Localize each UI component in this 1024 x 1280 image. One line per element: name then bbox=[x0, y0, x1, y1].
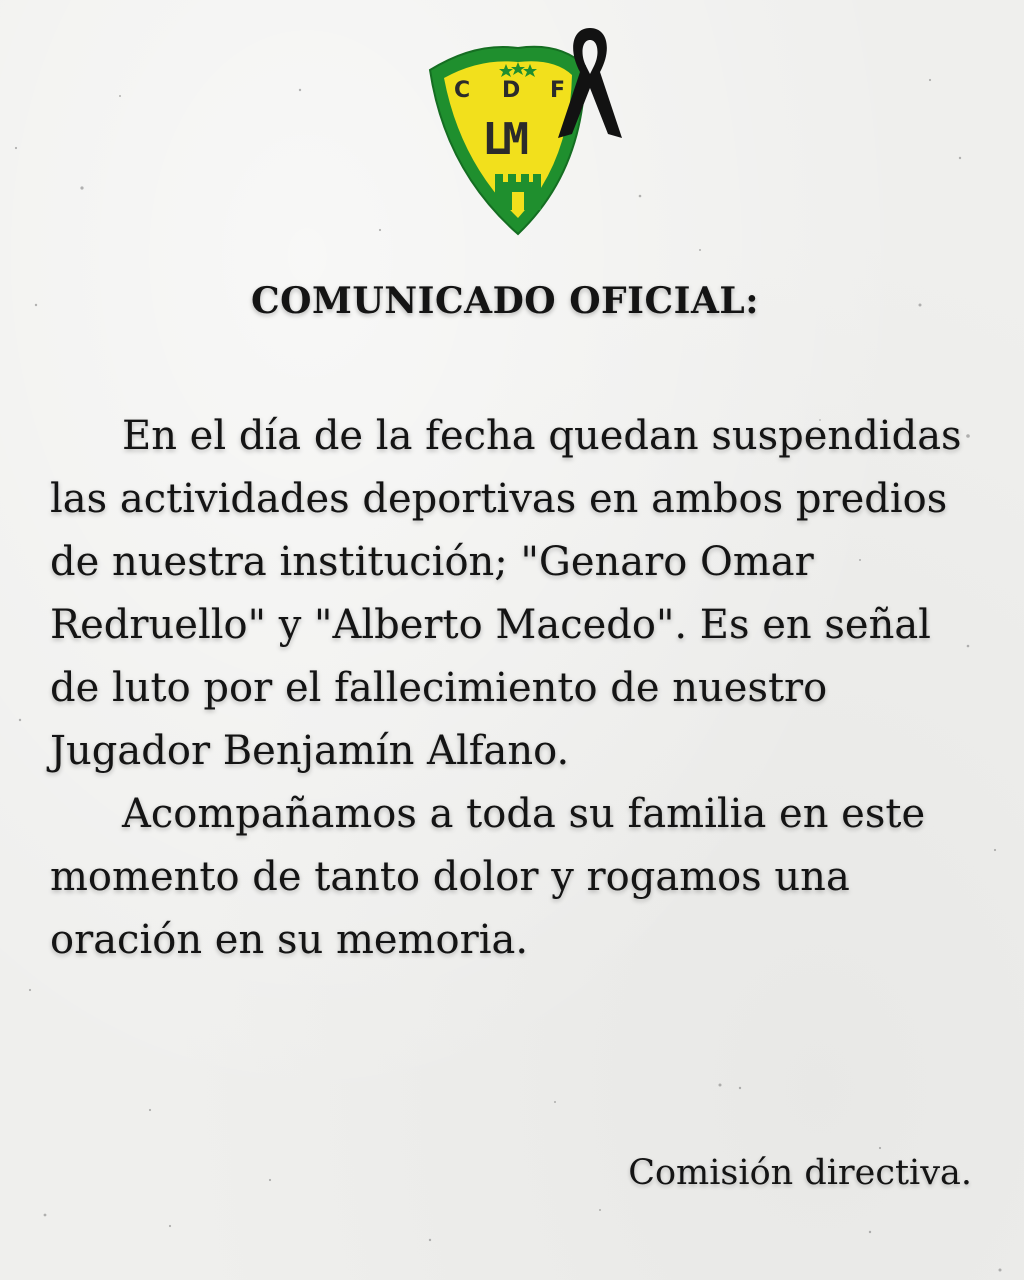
crest-letter-c: C bbox=[454, 78, 471, 103]
club-crest bbox=[420, 20, 630, 240]
mourning-ribbon-icon bbox=[550, 20, 630, 145]
paragraph-condolences: Acompañamos a toda su familia en este momento de tanto dolor y rogamos una oración en su memoria. bbox=[50, 791, 926, 963]
crest-monogram: LM bbox=[482, 114, 523, 165]
paragraph-suspension-notice: En el día de la fecha quedan suspendidas las actividades deportivas en ambos predios de nuestra institución; "Genaro Omar Redruello" y "Alberto Macedo". Es en señal de luto por el fallecimiento de nuestro Jugador Benjamín Alfano. bbox=[50, 413, 962, 774]
tower-door bbox=[512, 192, 524, 210]
crest-letter-f: F bbox=[550, 78, 566, 103]
crest-letter-d: D bbox=[502, 78, 521, 103]
document-title: COMUNICADO OFICIAL: bbox=[251, 280, 759, 322]
signature: Comisión directiva. bbox=[628, 1153, 972, 1193]
document-body bbox=[50, 405, 975, 972]
